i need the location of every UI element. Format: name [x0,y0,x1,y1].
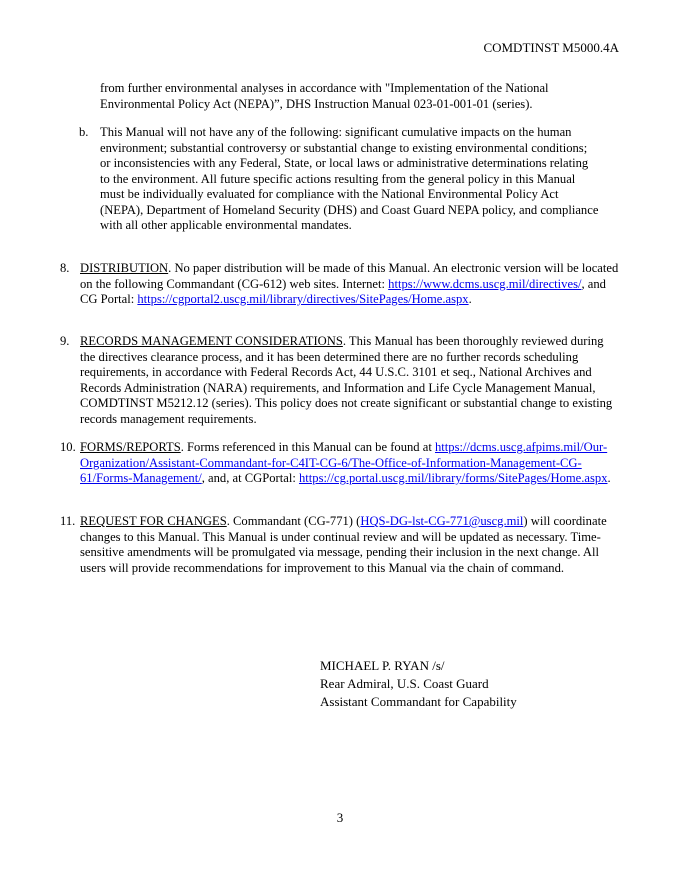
cg771-email-link[interactable]: HQS-DG-lst-CG-771@uscg.mil [360,514,524,528]
section-11-number: 11. [60,514,76,528]
section-11-heading: REQUEST FOR CHANGES [80,514,227,528]
section-10-text-1: . Forms referenced in this Manual can be found at [180,440,435,454]
section-10-heading: FORMS/REPORTS [80,440,181,454]
section-8-heading: DISTRIBUTION [80,261,169,275]
section-8-text-2: , and CG Portal: [80,276,606,306]
signer-rank: Rear Admiral, U.S. Coast Guard [320,676,489,691]
section-10-text-2: , and, at CGPortal: [201,471,299,485]
section-9-number: 9. [60,334,70,348]
section-8-body [80,261,620,308]
section-9-body [80,334,620,427]
cgportal-forms-link[interactable]: https://cg.portal.uscg.mil/library/forms/SitePages/Home.aspx [298,471,608,485]
section-10-text-3: . [607,471,611,485]
section-11-text-1: . Commandant (CG-771) ( [226,514,361,528]
item-b-text: This Manual will not have any of the following: significant cumulative impacts on the human environment; substantial controversy or substantial change to existing environmental conditions; or inconsistencies with any Federal, State, or local laws or administrative determinations relating to the environment. All future specific actions resulting from the general policy in this Manual must be individually evaluated for compliance with the National Environmental Policy Act (NEPA), Department of Homeland Security (DHS) and Coast Guard NEPA policy, and compliance with all other applicable environmental mandates. [100,125,599,232]
forms-management-link[interactable]: https://dcms.uscg.afpims.mil/Our-Organization/Assistant-Commandant-for-C4IT-CG-6/The-Office-of-Information-Management-CG-61/Forms-Management/ [80,440,608,485]
section-11-text-2: ) will coordinate changes to this Manual. This Manual is under continual review and will be updated as necessary. Time-sensitive amendments will be promulgated via message, pending their inclusion in the next change. All users will provide recommendations for improvement to this Manual via the chain of command. [80,514,607,575]
document-id-header: COMDTINST M5000.4A [483,40,619,55]
continuation-text: from further environmental analyses in accordance with "Implementation of the National Environmental Policy Act (NEPA)”, DHS Instruction Manual 023-01-001-01 (series). [100,81,549,111]
signature-block [320,657,517,711]
section-11-body [80,514,620,576]
cgportal-directives-link[interactable]: https://cgportal2.uscg.mil/library/directives/SitePages/Home.aspx [137,292,469,306]
section-9-text: . This Manual has been thoroughly reviewed during the directives clearance process, and it has been determined there are no further records scheduling requirements, in accordance with Federal Records Act, 44 U.S.C. 3101 et seq., National Archives and Records Administration (NARA) requirements, and Information and Life Cycle Management Manual, COMDTINST M5212.12 (series). This policy does not create significant or substantial change to existing records management requirements. [80,334,613,426]
section-8-text-1: . No paper distribution will be made of this Manual. An electronic version will be located on the following Commandant (CG-612) web sites. Internet: [80,261,619,291]
directives-link[interactable]: https://www.dcms.uscg.mil/directives/ [388,276,582,291]
section-8-number: 8. [60,261,70,275]
signer-name: MICHAEL P. RYAN /s/ [320,658,445,673]
section-10-number: 10. [60,440,76,454]
page-number: 3 [336,810,344,825]
signer-title: Assistant Commandant for Capability [320,694,517,709]
section-9-heading: RECORDS MANAGEMENT CONSIDERATIONS [80,334,343,348]
item-b-letter: b. [79,125,89,139]
section-10-body [80,440,620,487]
section-8-text-3: . [468,292,472,306]
